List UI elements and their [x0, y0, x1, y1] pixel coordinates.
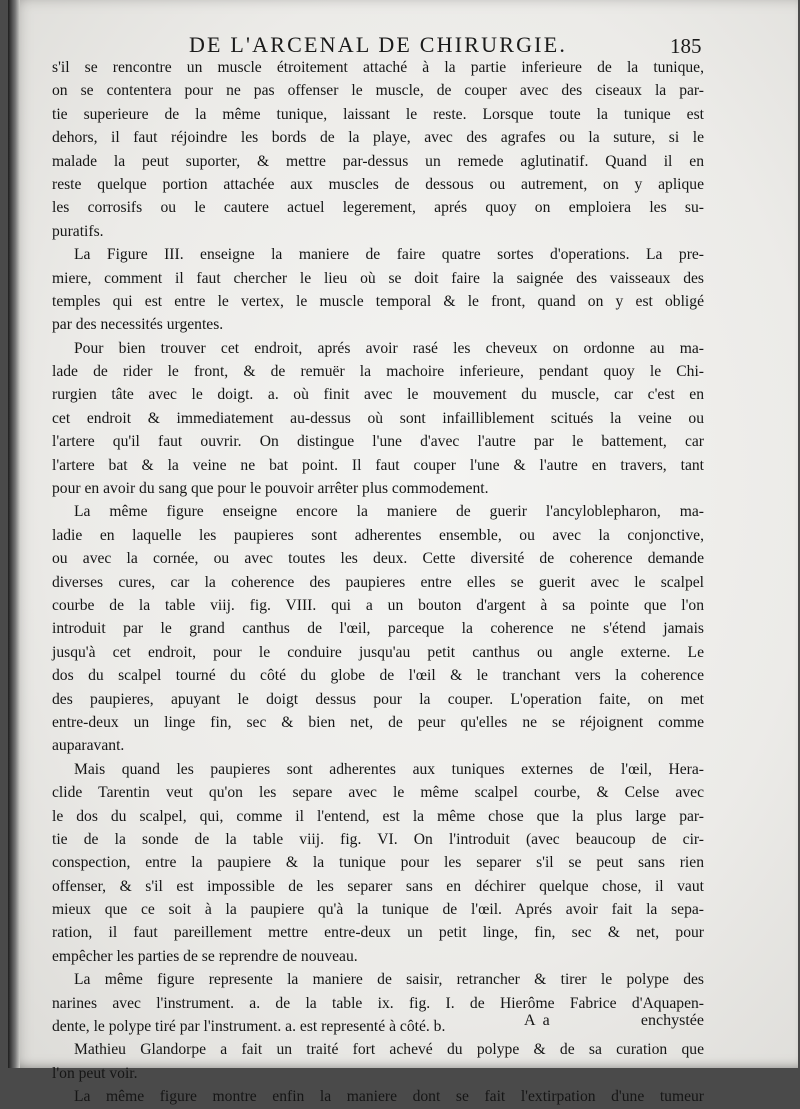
text-line: La même figure montre enfin la maniere dont se fait l'extirpation d'une tumeur	[74, 1088, 704, 1106]
text-line: par des necessités urgentes.	[52, 316, 224, 334]
text-line: La même figure enseigne encore la maniere de guerir l'ancyloblepharon, ma-	[74, 503, 704, 521]
text-line: rurgien tâte avec le doigt. a. où finit avec le mouvement du muscle, car c'est en	[52, 386, 704, 404]
text-line: temples qui est entre le vertex, le muscle temporal & le front, quand on y est obligé	[52, 292, 704, 310]
text-line: dente, le polype tiré par l'instrument. a. est representé à côté. b.	[52, 1018, 446, 1036]
text-line: ration, il faut pareillement mettre entre-deux un petit linge, fin, sec & net, pour	[52, 924, 704, 942]
text-line: courbe de la table viij. fig. VIII. qui a un bouton d'argent à sa pointe que l'on	[52, 596, 704, 614]
text-line: dos du scalpel tourné du côté du globe de l'œil & le tranchant vers la coherence	[52, 667, 704, 685]
text-line: Pour bien trouver cet endroit, aprés avoir rasé les cheveux on ordonne au ma-	[74, 339, 704, 357]
text-line: s'il se rencontre un muscle étroitement attaché à la partie inferieure de la tunique,	[52, 59, 704, 76]
text-line: les corrosifs ou le cautere actuel legerement, aprés quoy on emploiera les su-	[52, 199, 704, 217]
running-title: DE L'ARCENAL DE CHIRURGIE.	[188, 32, 568, 57]
text-line: auparavant.	[52, 737, 125, 755]
text-line: tie de la sonde de la table viij. fig. VI. On l'introduit (avec beaucoup de cir-	[52, 830, 704, 848]
text-line: Mathieu Glandorpe a fait un traité fort achevé du polype & de sa curation que	[74, 1041, 704, 1059]
catchword: enchystée	[640, 1012, 704, 1029]
text-line: entre-deux un linge fin, sec & bien net, de peur qu'elles ne se réjoignent comme	[52, 713, 704, 731]
page-number: 185	[670, 34, 702, 58]
text-line: La même figure represente la maniere de saisir, retrancher & tirer le polype des	[74, 971, 704, 989]
text-line: on se contentera pour ne pas offenser le muscle, de couper avec des ciseaux la par-	[52, 82, 704, 100]
text-line: lade de rider le front, & de remuër la machoire inferieure, pendant quoy le Chi-	[52, 363, 704, 381]
text-line: jusqu'à cet endroit, pour le conduire jusqu'au petit canthus ou angle externe. Le	[52, 643, 704, 661]
text-line: l'on peut voir.	[52, 1064, 138, 1082]
text-line: reste quelque portion attachée aux muscles de dessous ou autrement, on y aplique	[52, 175, 704, 193]
text-line: des paupieres, apuyant le doigt dessus pour la couper. L'operation faite, on met	[52, 690, 704, 708]
text-line: offenser, & s'il est impossible de les separer sans en déchirer quelque chose, il vaut	[52, 877, 704, 895]
text-line: clide Tarentin veut qu'on les separe avec le même scalpel courbe, & Celse avec	[52, 784, 704, 802]
text-line: introduit par le grand canthus de l'œil, parceque la coherence ne s'étend jamais	[52, 620, 704, 638]
text-line: ladie en laquelle les paupieres sont adherentes ensemble, ou avec la conjonctive,	[52, 526, 704, 544]
signature-mark: A a	[524, 1012, 552, 1029]
text-line: empêcher les parties de se reprendre de nouveau.	[52, 947, 358, 965]
text-line: malade la peut suporter, & mettre par-dessus un remede aglutinatif. Quand il en	[52, 152, 704, 170]
text-line: conspection, entre la paupiere & la tunique pour les separer s'il se peut sans rien	[52, 854, 704, 872]
text-line: ou avec la cornée, ou avec toutes les deux. Cette diversité de coherence demande	[52, 550, 704, 568]
text-line: pour en avoir du sang que pour le pouvoir arrêter plus commodement.	[52, 480, 489, 498]
text-line: tie superieure de la même tunique, laissant le reste. Lorsque toute la tunique est	[52, 105, 704, 123]
text-line: miere, comment il faut chercher le lieu où se doit faire la saignée des vaisseaux des	[52, 269, 704, 287]
page-gutter-shadow	[8, 0, 20, 1068]
text-line: diverses cures, car la coherence des paupieres entre elles se guerit avec le scalpel	[52, 573, 704, 591]
body-text	[52, 56, 704, 1109]
text-line: mieux que ce soit à la paupiere qu'à la tunique de l'œil. Aprés avoir fait la sepa-	[52, 901, 704, 919]
text-line: puratifs.	[52, 222, 104, 240]
text-line: l'artere qu'il faut ouvrir. On distingue l'une d'avec l'autre par le battement, car	[52, 433, 704, 451]
text-line: le dos du scalpel, qui, comme il l'entend, est la même chose que la plus large par-	[52, 807, 704, 825]
footer-line	[52, 1012, 704, 1036]
book-page	[8, 0, 798, 1106]
text-line: cet endroit & immediatement au-dessus où sont infailliblement scitués la veine ou	[52, 409, 704, 427]
text-line: l'artere bat & la veine ne bat point. Il faut couper l'une & l'autre en travers, tant	[52, 456, 704, 474]
text-line: narines avec l'instrument. a. de la table ix. fig. I. de Hierôme Fabrice d'Aquapen-	[52, 994, 704, 1012]
text-line: dehors, il faut réjoindre les bords de la playe, avec des agrafes ou la suture, si le	[52, 129, 704, 147]
text-line: Mais quand les paupieres sont adherentes aux tuniques externes de l'œil, Hera-	[74, 760, 704, 778]
text-line: La Figure III. enseigne la maniere de faire quatre sortes d'operations. La pre-	[74, 246, 704, 264]
